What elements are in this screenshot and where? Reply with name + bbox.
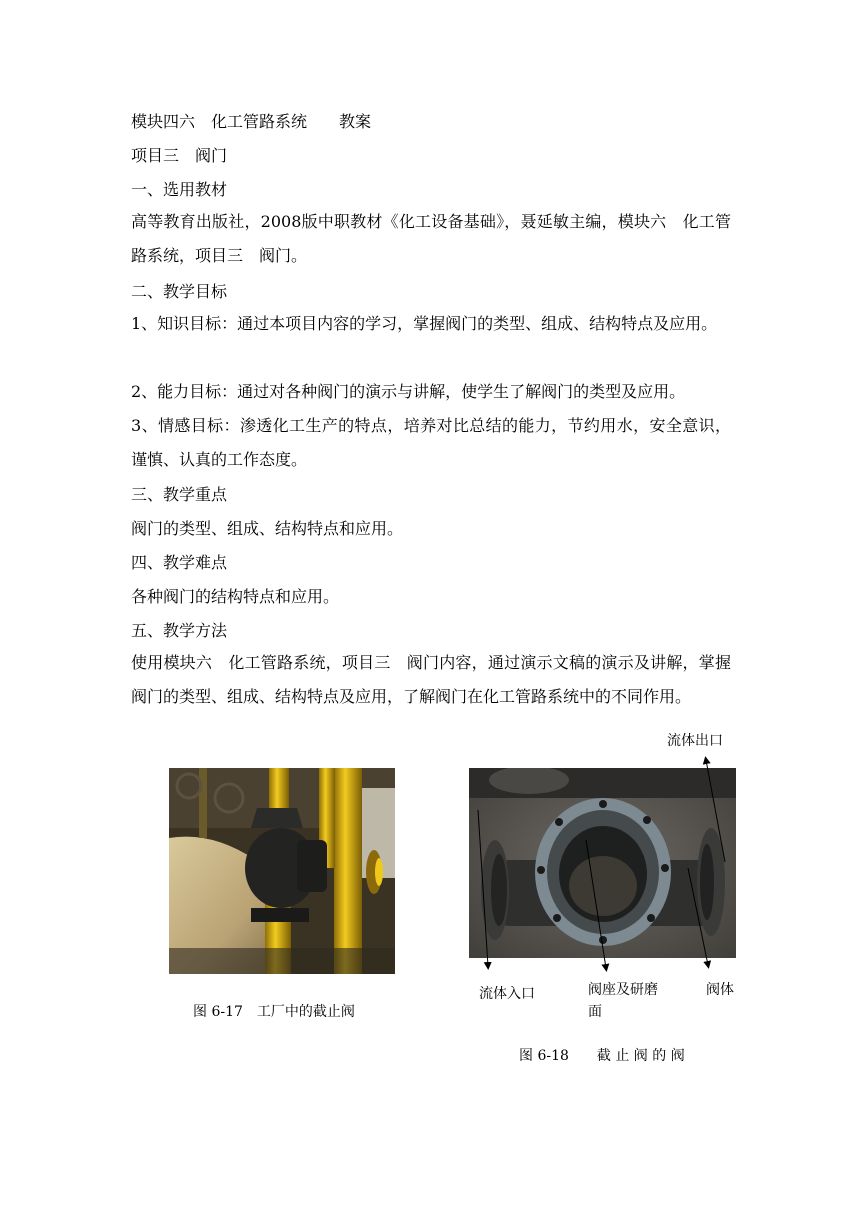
figure-6-17-caption: 图 6-17 工厂中的截止阀	[193, 1004, 355, 1020]
section-heading-methods: 五、教学方法	[131, 621, 228, 640]
label-valve-body: 阀体	[706, 982, 734, 998]
project-title: 项目三 阀门	[131, 146, 228, 165]
section-heading-key-points: 三、教学重点	[131, 485, 228, 504]
arrow-seat	[586, 840, 606, 968]
figure-6-18-leader-arrows	[460, 750, 740, 980]
goal-knowledge: 1、知识目标：通过本项目内容的学习，掌握阀门的类型、组成、结构特点及应用。	[131, 314, 718, 333]
materials-text: 高等教育出版社，2008版中职教材《化工设备基础》，聂延敏主编，模块六 化工管路系统，项目三 阀门。	[131, 212, 731, 265]
label-fluid-outlet: 流体出口	[667, 733, 723, 749]
figure-6-17-photo	[169, 768, 395, 974]
section-heading-goals: 二、教学目标	[131, 282, 228, 301]
figure-6-18-caption: 图 6-18 截 止 阀 的 阀	[519, 1048, 685, 1064]
arrow-body	[688, 868, 708, 965]
document-title: 模块四六 化工管路系统 教案	[131, 112, 372, 131]
goal-ability: 2、能力目标：通过对各种阀门的演示与讲解，使学生了解阀门的类型及应用。	[131, 382, 686, 401]
label-seat-line2: 面	[588, 1004, 602, 1020]
label-fluid-inlet: 流体入口	[479, 986, 535, 1002]
goal-emotion: 3、情感目标：渗透化工生产的特点，培养对比总结的能力，节约用水，安全意识，谨慎、认真的工作态度。	[131, 416, 731, 469]
section-heading-difficulties: 四、教学难点	[131, 553, 228, 572]
arrow-inlet	[478, 810, 488, 966]
section-heading-materials: 一、选用教材	[131, 180, 228, 199]
key-points-text: 阀门的类型、组成、结构特点和应用。	[131, 519, 404, 538]
arrow-outlet	[706, 760, 725, 862]
label-seat-line1: 阀座及研磨	[588, 982, 658, 998]
methods-text: 使用模块六 化工管路系统，项目三 阀门内容，通过演示文稿的演示及讲解，掌握阀门的类型、组成、结构特点及应用，了解阀门在化工管路系统中的不同作用。	[131, 653, 731, 706]
difficulties-text: 各种阀门的结构特点和应用。	[131, 587, 340, 606]
